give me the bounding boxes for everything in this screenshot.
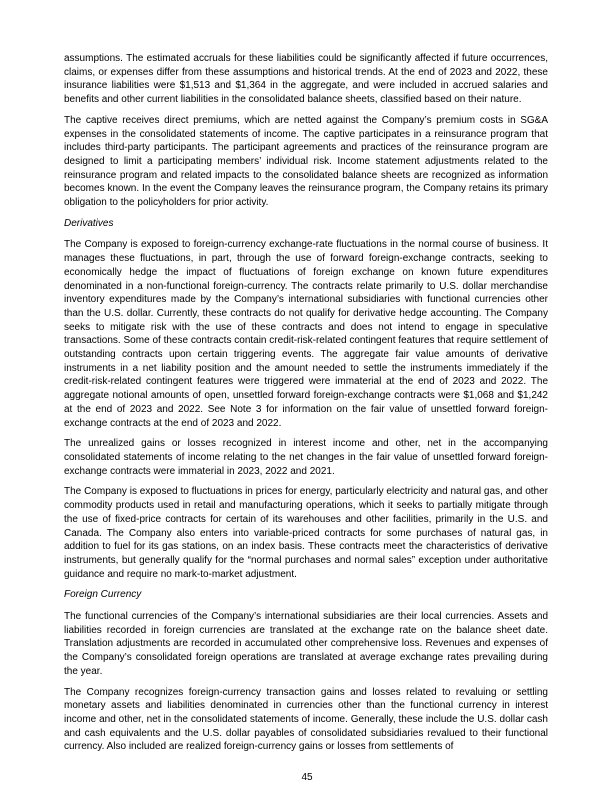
paragraph-unrealized-gains-losses: The unrealized gains or losses recognized in interest income and other, net in the accompanying consolidated statements of income relating to the net changes in the fair value of unsettled forward foreign-exchange contracts were immaterial in 2023, 2022 and 2021. xyxy=(64,438,548,477)
page-content xyxy=(64,52,548,754)
paragraph-forward-exchange-contracts: The Company is exposed to foreign-currency exchange-rate fluctuations in the normal course of business. It manages these fluctuations, in part, through the use of forward foreign-exchange contracts, seeking to economically hedge the impact of fluctuations of foreign exchange on known future expenditures denominated in a non-functional foreign-currency. The contracts relate primarily to U.S. dollar merchandise inventory expenditures made by the Company’s international subsidiaries with functional currencies other than the U.S. dollar. Currently, these contracts do not qualify for derivative hedge accounting. The Company seeks to mitigate risk with the use of these contracts and does not intend to engage in speculative transactions. Some of these contracts contain credit-risk-related contingent features that require settlement of outstanding contracts upon certain triggering events. The aggregate fair value amounts of derivative instruments in a net liability position and the amount needed to settle the instruments immediately if the credit-risk-related contingent features were triggered were immaterial at the end of 2023 and 2022. The aggregate notional amounts of open, unsettled forward foreign-exchange contracts were $1,068 and $1,242 at the end of 2023 and 2022. See Note 3 for information on the fair value of unsettled forward foreign-exchange contracts at the end of 2023 and 2022. xyxy=(64,239,548,429)
paragraph-functional-currencies: The functional currencies of the Company’s international subsidiaries are their local currencies. Assets and liabilities recorded in foreign currencies are translated at the exchange rate on the balance sheet date. Translation adjustments are recorded in accumulated other comprehensive loss. Revenues and expenses of the Company’s consolidated foreign operations are translated at average exchange rates prevailing during the year. xyxy=(64,611,548,677)
paragraph-transaction-gains-losses: The Company recognizes foreign-currency transaction gains and losses related to revaluing or settling monetary assets and liabilities denominated in currencies other than the functional currency in interest income and other, net in the consolidated statements of income. Generally, these include the U.S. dollar cash and cash equivalents and the U.S. dollar payables of consolidated subsidiaries revalued to their functional currency. Also included are realized foreign-currency gains or losses from settlements of xyxy=(64,686,548,753)
section-heading-foreign-currency: Foreign Currency xyxy=(64,589,142,601)
page-number: 45 xyxy=(301,772,313,783)
paragraph-captive-reinsurance: The captive receives direct premiums, which are netted against the Company’s premium costs in SG&A expenses in the consolidated statements of income. The captive participates in a reinsurance program that includes third-party participants. The participant agreements and practices of the reinsurance program are designed to limit a participating members’ individual risk. Income statement adjustments related to the reinsurance program and related impacts to the consolidated balance sheets are recognized as information becomes known. In the event the Company leaves the reinsurance program, the Company retains its primary obligation to the policyholders for prior activity. xyxy=(64,114,548,209)
paragraph-insurance-liabilities: assumptions. The estimated accruals for these liabilities could be significantly affected if future occurrences, claims, or expenses differ from these assumptions and historical trends. At the end of 2023 and 2022, these insurance liabilities were $1,513 and $1,364 in the aggregate, and were included in accrued salaries and benefits and other current liabilities in the consolidated balance sheets, classified based on their nature. xyxy=(64,53,548,106)
section-heading-derivatives: Derivatives xyxy=(64,217,114,229)
paragraph-energy-commodity-contracts: The Company is exposed to fluctuations in prices for energy, particularly electricity and natural gas, and other commodity products used in retail and manufacturing operations, which it seeks to partially mitigate through the use of fixed-price contracts for certain of its warehouses and other facilities, primarily in the U.S. and Canada. The Company also enters into variable-priced contracts for some purchases of natural gas, in addition to fuel for its gas stations, on an index basis. These contracts meet the characteristics of derivative instruments, but generally qualify for the “normal purchases and normal sales” exception under authoritative guidance and require no mark-to-market adjustment. xyxy=(64,486,548,580)
